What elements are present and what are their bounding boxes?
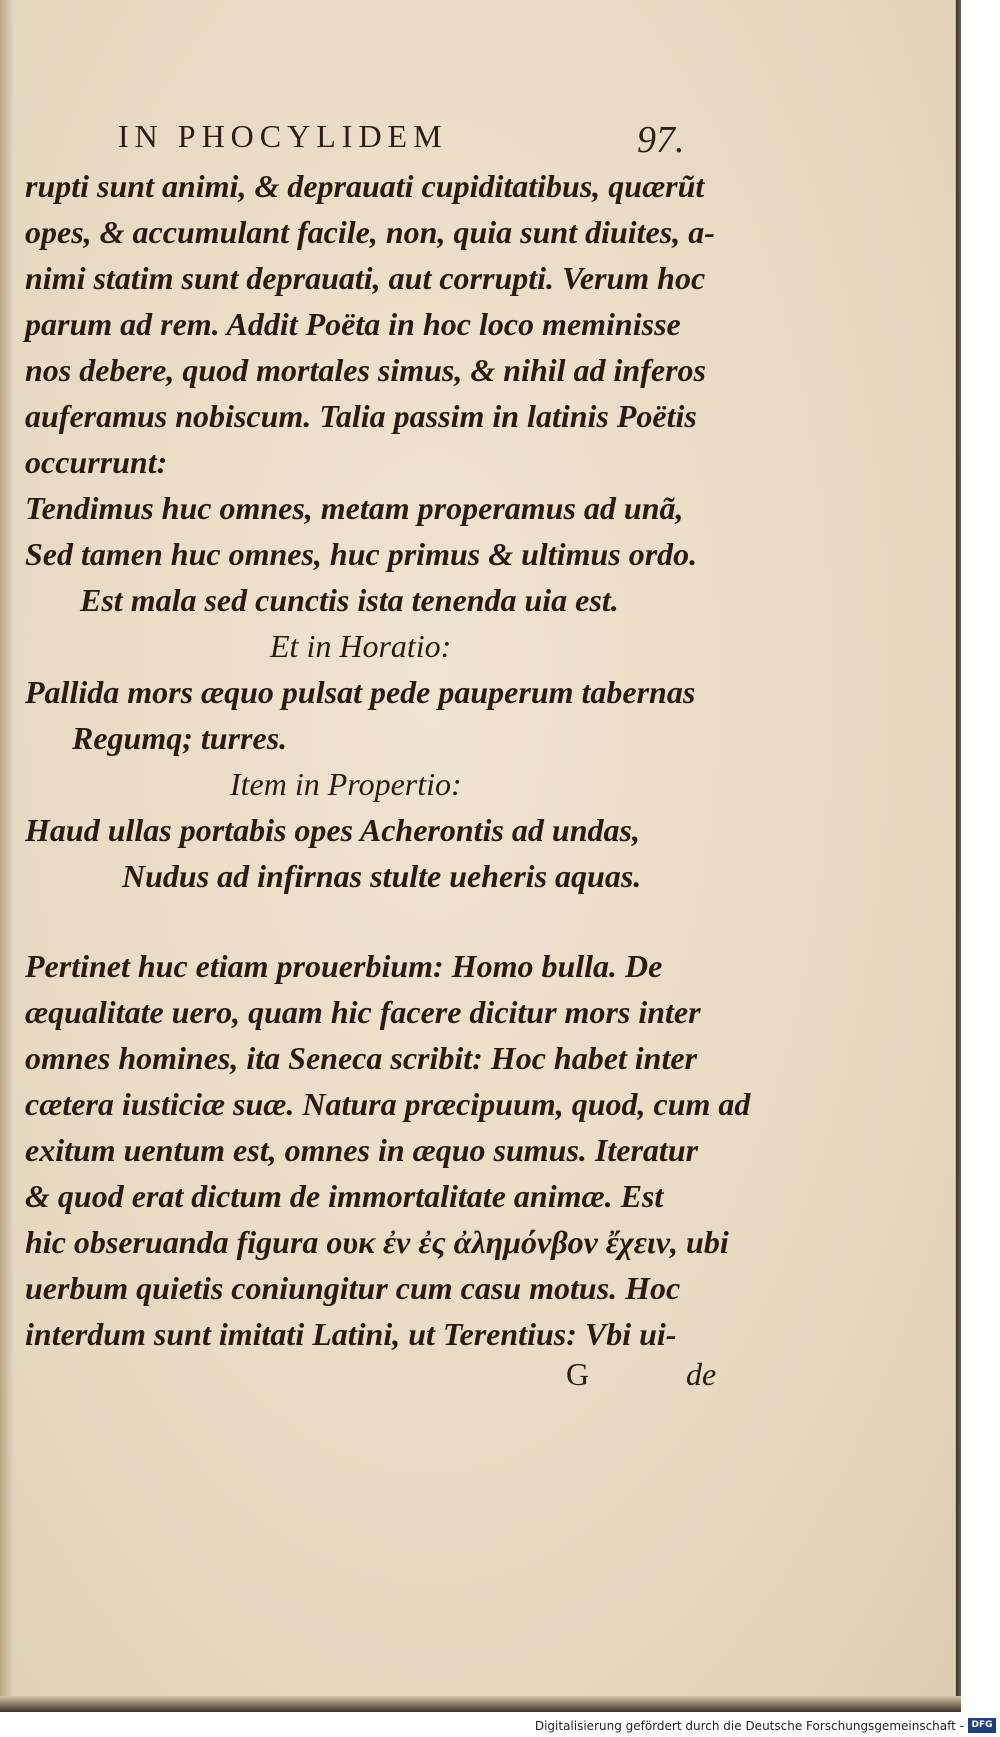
- verse-line: Haud ullas portabis opes Acherontis ad undas,: [25, 812, 640, 848]
- text-line: auferamus nobiscum. Talia passim in latinis Poëtis: [25, 398, 697, 434]
- citation-heading: Et in Horatio:: [270, 628, 452, 664]
- text-line: cætera iusticiæ suæ. Natura præcipuum, quod, cum ad: [25, 1086, 751, 1122]
- page-edge: [956, 0, 961, 1712]
- text-line: Pertinet huc etiam prouerbium: Homo bulla. De: [25, 948, 663, 984]
- running-head: IN PHOCYLIDEM: [118, 118, 448, 154]
- text-line: æqualitate uero, quam hic facere dicitur mors inter: [25, 994, 701, 1030]
- page-bottom-edge: [0, 1696, 961, 1712]
- page-gutter-shadow: [0, 0, 14, 1712]
- digitization-credit: Digitalisierung gefördert durch die Deutsche Forschungsgemeinschaft -: [534, 1719, 964, 1733]
- text-line: & quod erat dictum de immortalitate animæ. Est: [25, 1178, 664, 1214]
- citation-heading: Item in Propertio:: [230, 766, 462, 802]
- dfg-logo: DFG: [968, 1718, 996, 1733]
- verse-line: Pallida mors æquo pulsat pede pauperum tabernas: [25, 674, 696, 710]
- verse-line: Nudus ad infirnas stulte ueheris aquas.: [122, 858, 642, 894]
- text-line: hic obseruanda figura ουκ ἐν ἐς ἀλημόνβον ἔχειν, ubi: [25, 1224, 729, 1260]
- text-line: nimi statim sunt deprauati, aut corrupti. Verum hoc: [25, 260, 706, 296]
- verse-line: Est mala sed cunctis ista tenenda uia est.: [80, 582, 619, 618]
- text-line: interdum sunt imitati Latini, ut Terentius: Vbi ui-: [25, 1316, 677, 1352]
- verse-line: Regumq; turres.: [72, 720, 288, 756]
- text-line: rupti sunt animi, & deprauati cupiditatibus, quærũt: [25, 168, 705, 204]
- catchword: de: [686, 1356, 717, 1392]
- text-line: parum ad rem. Addit Poëta in hoc loco meminisse: [25, 306, 681, 342]
- verse-line: Sed tamen huc omnes, huc primus & ultimus ordo.: [25, 536, 698, 572]
- signature-mark: G: [566, 1356, 590, 1392]
- verse-line: Tendimus huc omnes, metam properamus ad unã,: [25, 490, 684, 526]
- text-line: omnes homines, ita Seneca scribit: Hoc habet inter: [25, 1040, 698, 1076]
- text-line: nos debere, quod mortales simus, & nihil ad inferos: [25, 352, 706, 388]
- text-line: opes, & accumulant facile, non, quia sunt diuites, a-: [25, 214, 715, 250]
- text-line: exitum uentum est, omnes in æquo sumus. Iteratur: [25, 1132, 699, 1168]
- page-number: 97.: [637, 119, 685, 161]
- text-line: uerbum quietis coniungitur cum casu motus. Hoc: [25, 1270, 681, 1306]
- text-line: occurrunt:: [25, 444, 168, 480]
